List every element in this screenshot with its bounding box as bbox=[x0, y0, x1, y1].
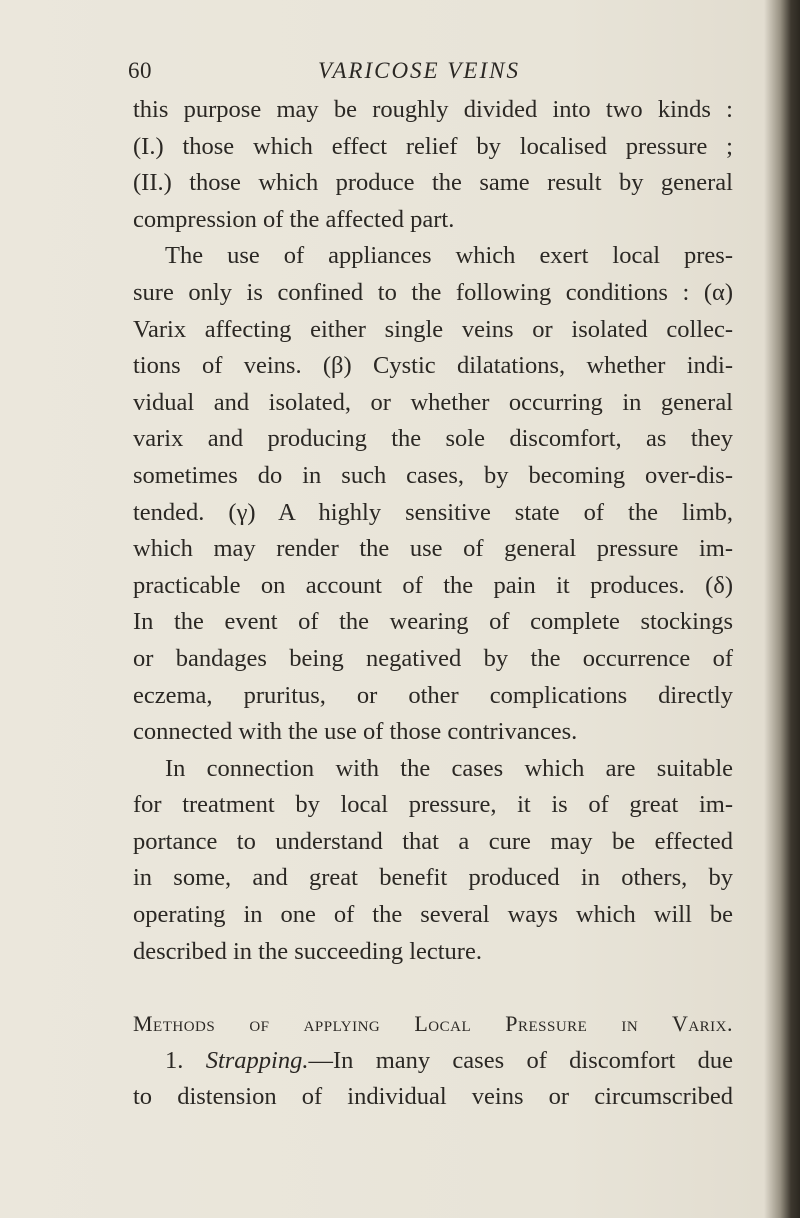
running-title: VARICOSE VEINS bbox=[318, 58, 520, 83]
text-line: operating in one of the several ways which will be bbox=[133, 901, 733, 929]
text-line: In the event of the wearing of complete stockings bbox=[133, 608, 733, 636]
text-line: in some, and great benefit produced in others, by bbox=[133, 864, 733, 892]
text-line bbox=[133, 1043, 733, 1080]
text-line: vidual and isolated, or whether occurring in general bbox=[133, 388, 733, 416]
text-line: (I.) those which effect relief by localised pressure ; bbox=[133, 132, 733, 160]
text-line: The use of appliances which exert local pres- bbox=[165, 242, 733, 270]
text-line: eczema, pruritus, or other complications directly bbox=[133, 681, 733, 709]
text-line: described in the succeeding lecture. bbox=[133, 937, 482, 965]
text-line: In connection with the cases which are suitable bbox=[165, 754, 733, 782]
text-line: portance to understand that a cure may be effected bbox=[133, 827, 733, 855]
text-line: tended. (γ) A highly sensitive state of the limb, bbox=[133, 498, 733, 526]
text-line: for treatment by local pressure, it is of great im- bbox=[133, 791, 733, 819]
text-line: sure only is confined to the following conditions : (α) bbox=[133, 278, 733, 306]
text-line: connected with the use of those contrivances. bbox=[133, 718, 578, 746]
text-line: this purpose may be roughly divided into two kinds : bbox=[133, 96, 733, 123]
item-text: —In many cases of discomfort due bbox=[308, 1046, 733, 1074]
text-line: compression of the affected part. bbox=[133, 205, 455, 233]
item-number: 1. bbox=[165, 1046, 184, 1074]
section-heading: Methods of applying Local Pressure in Varix. bbox=[133, 1011, 733, 1037]
item-title: Strapping. bbox=[205, 1046, 309, 1074]
text-line: tions of veins. (β) Cystic dilatations, whether indi- bbox=[133, 352, 733, 380]
page-number: 60 bbox=[128, 58, 152, 83]
body-text bbox=[133, 92, 733, 1116]
text-line: to distension of individual veins or circumscribed bbox=[133, 1083, 733, 1111]
text-line: or bandages being negatived by the occurrence of bbox=[133, 644, 733, 672]
text-line: varix and producing the sole discomfort, as they bbox=[133, 425, 733, 453]
text-line: (II.) those which produce the same result by general bbox=[133, 169, 733, 197]
text-line: which may render the use of general pressure im- bbox=[133, 535, 733, 563]
running-head bbox=[128, 58, 728, 88]
text-line: Varix affecting either single veins or isolated collec- bbox=[133, 315, 733, 343]
text-line: practicable on account of the pain it produces. (δ) bbox=[133, 571, 733, 599]
text-line: sometimes do in such cases, by becoming over-dis- bbox=[133, 461, 733, 489]
book-spine-shadow bbox=[764, 0, 800, 1218]
